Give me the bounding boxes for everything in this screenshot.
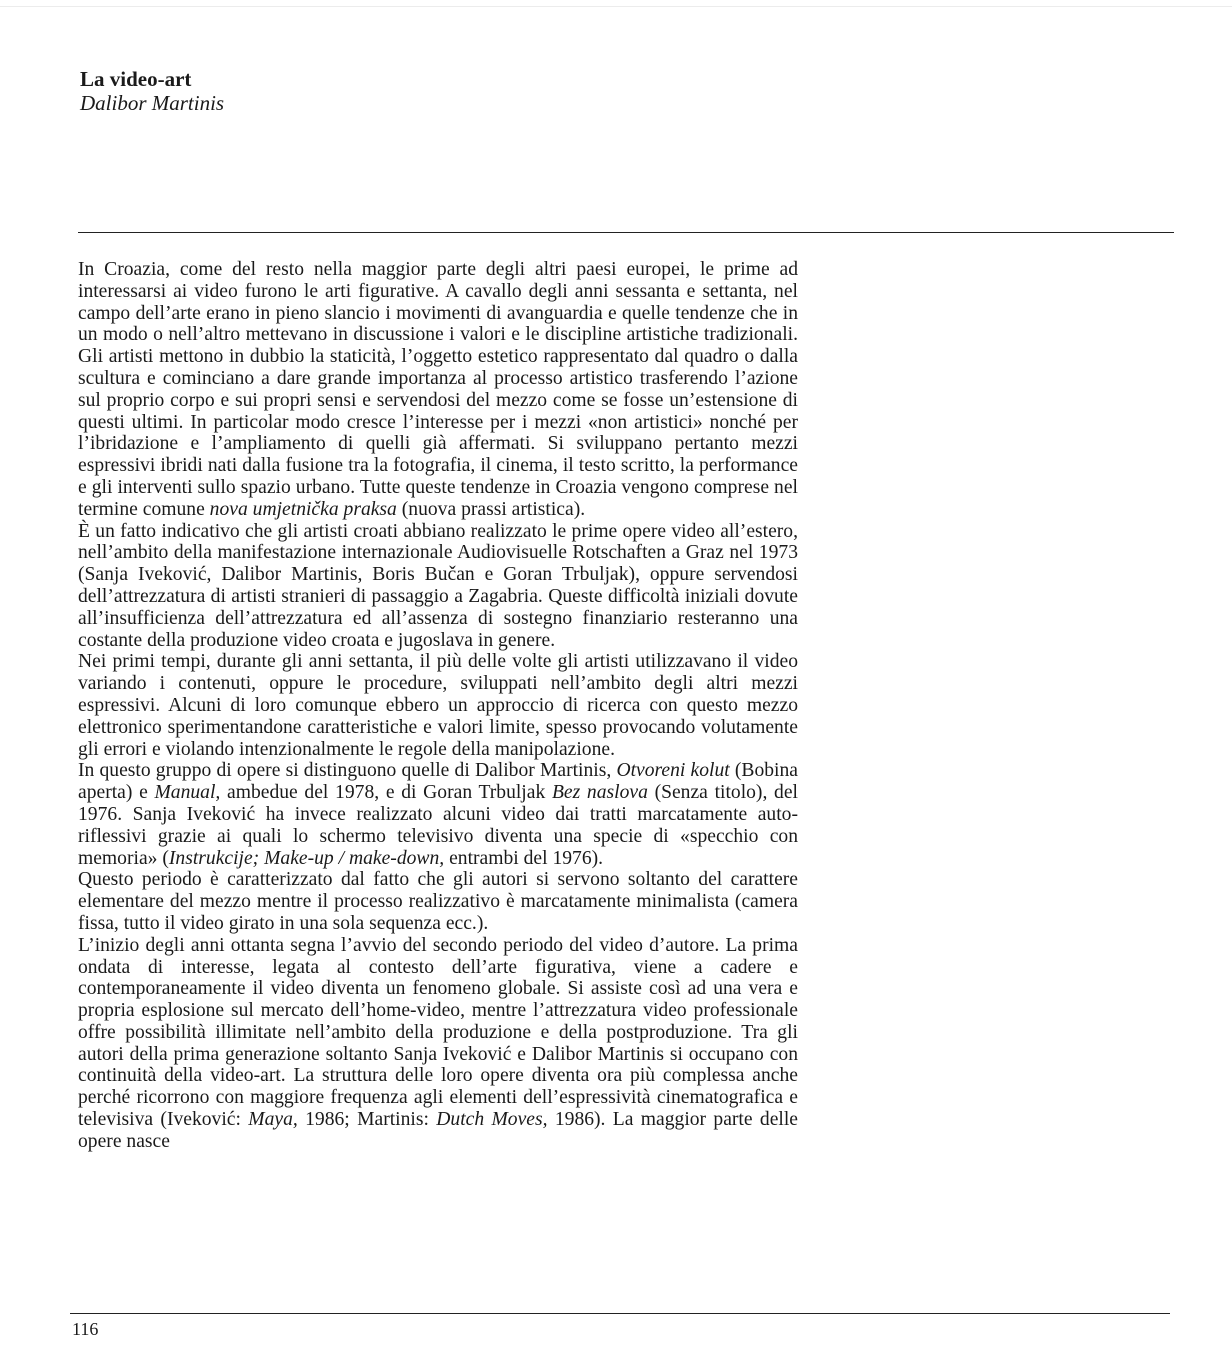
footer-divider — [70, 1313, 1170, 1314]
paragraph-text: L’inizio degli anni ottanta segna l’avvio del secondo periodo del video d’autore. La prima ondata di interesse, legata al contesto dell’arte figurativa, viene a cadere e contemporaneamente il video diventa un fenomeno globale. Si assiste così ad una vera e propria esplosione sul mercato dell’home-video, mentre l’attrezzatura video professionale offre possibilità illimitate nell’ambito della produzione e della postproduzione. Tra gli autori della prima generazione soltanto Sanja Iveković e Dalibor Martinis si occupano con continuità della video-art. La struttura delle loro opere diventa ora più complessa anche perché ricorrono con maggiore frequenza agli elementi dell’espressività cinematografica e televisiva (Iveković: — [78, 934, 798, 1131]
body-paragraph — [78, 760, 798, 869]
italic-title-text: Bez naslova — [551, 782, 648, 804]
header-divider — [78, 232, 1174, 233]
italic-title-text: Dutch Moves, — [436, 1109, 548, 1131]
paragraph-text: Nei primi tempi, durante gli anni settanta, il più delle volte gli artisti utilizzavano il video variando i contenuti, oppure le procedure, sviluppati nell’ambito degli altri mezzi espressivi. Alcuni di loro comunque ebbero un approccio di ricerca con questo mezzo elettronico sperimentandone caratteristiche e valori limite, spesso provocando volutamente gli errori e violando intenzionalmente le regole della manipolazione. — [78, 651, 798, 760]
body-paragraph — [78, 259, 798, 521]
paragraph-text: Questo periodo è caratterizzato dal fatto che gli autori si servono soltanto del carattere elementare del mezzo mentre il processo realizzativo è marcatamente minimalista (camera fissa, tutto il video girato in una sola sequenza ecc.). — [78, 869, 798, 934]
italic-title-text: Manual, — [154, 782, 221, 804]
body-paragraph — [78, 869, 798, 934]
article-title: La video-art — [80, 67, 192, 91]
paragraph-text: (Senza titolo), del 1976. Sanja Iveković ha invece realizzato alcuni video dai tratti marcatamente auto-riflessivi grazie ai quali lo schermo televisivo diventa una specie di «specchio con memoria» ( — [78, 782, 798, 869]
body-paragraph — [78, 651, 798, 760]
paragraph-text: È un fatto indicativo che gli artisti croati abbiano realizzato le prime opere video all’estero, nell’ambito della manifestazione internazionale Audiovisuelle Rotschaften a Graz nel 1973 (Sanja Iveković, Dalibor Martinis, Boris Bučan e Goran Trbuljak), oppure servendosi dell’attrezzatura di artisti stranieri di passaggio a Zagabria. Queste difficoltà iniziali dovute all’insufficienza dell’attrezzatura ed all’assenza di sostegno finanziario resteranno una costante della produzione video croata e jugoslava in genere. — [78, 520, 798, 651]
article-heading — [80, 67, 224, 115]
paragraph-text: 1986; Martinis: — [297, 1109, 437, 1131]
italic-title-text: Instrukcije; Make-up / make-down, — [168, 847, 445, 869]
italic-title-text: Otvoreni kolut — [616, 760, 730, 782]
article-author: Dalibor Martinis — [80, 91, 225, 115]
paragraph-text: (Bobina aperta) e — [78, 760, 798, 804]
page-number: 116 — [72, 1319, 99, 1339]
paragraph-text: In questo gruppo di opere si distinguono quelle di Dalibor Martinis, — [78, 760, 617, 782]
paragraph-text: (nuova prassi artistica). — [396, 498, 586, 520]
paragraph-text: ambedue del 1978, e di Goran Trbuljak — [220, 782, 552, 804]
body-paragraph — [78, 521, 798, 652]
italic-title-text: Maya, — [248, 1109, 298, 1131]
italic-title-text: nova umjetnička praksa — [209, 498, 397, 520]
article-body — [78, 259, 798, 1153]
scan-edge-line — [0, 6, 1232, 7]
body-paragraph — [78, 935, 798, 1153]
paragraph-text: In Croazia, come del resto nella maggior parte degli altri paesi europei, le prime ad interessarsi ai video furono le arti figurative. A cavallo degli anni sessanta e settanta, nel campo dell’arte erano in pieno slancio i movimenti di avanguardia e quelle tendenze che in un modo o nell’altro mettevano in discussione i valori e le discipline artistiche tradizionali. Gli artisti mettono in dubbio la staticità, l’oggetto estetico rappresentato dal quadro o dalla scultura e cominciano a dare grande importanza al processo artistico trasferendo l’azione sul proprio corpo e sui propri sensi e servendosi del mezzo come se fosse un’estensione di questi ultimi. In particolar modo cresce l’interesse per i mezzi «non artistici» nonché per l’ibridazione e l’ampliamento di quelli già affermati. Si sviluppano pertanto mezzi espressivi ibridi nati dalla fusione tra la fotografia, il cinema, il testo scritto, la performance e gli interventi sullo spazio urbano. Tutte queste tendenze in Croazia vengono comprese nel termine comune — [78, 259, 798, 520]
paragraph-text: entrambi del 1976). — [444, 847, 604, 869]
paragraph-text: 1986). La maggior parte delle opere nasce — [78, 1109, 798, 1152]
